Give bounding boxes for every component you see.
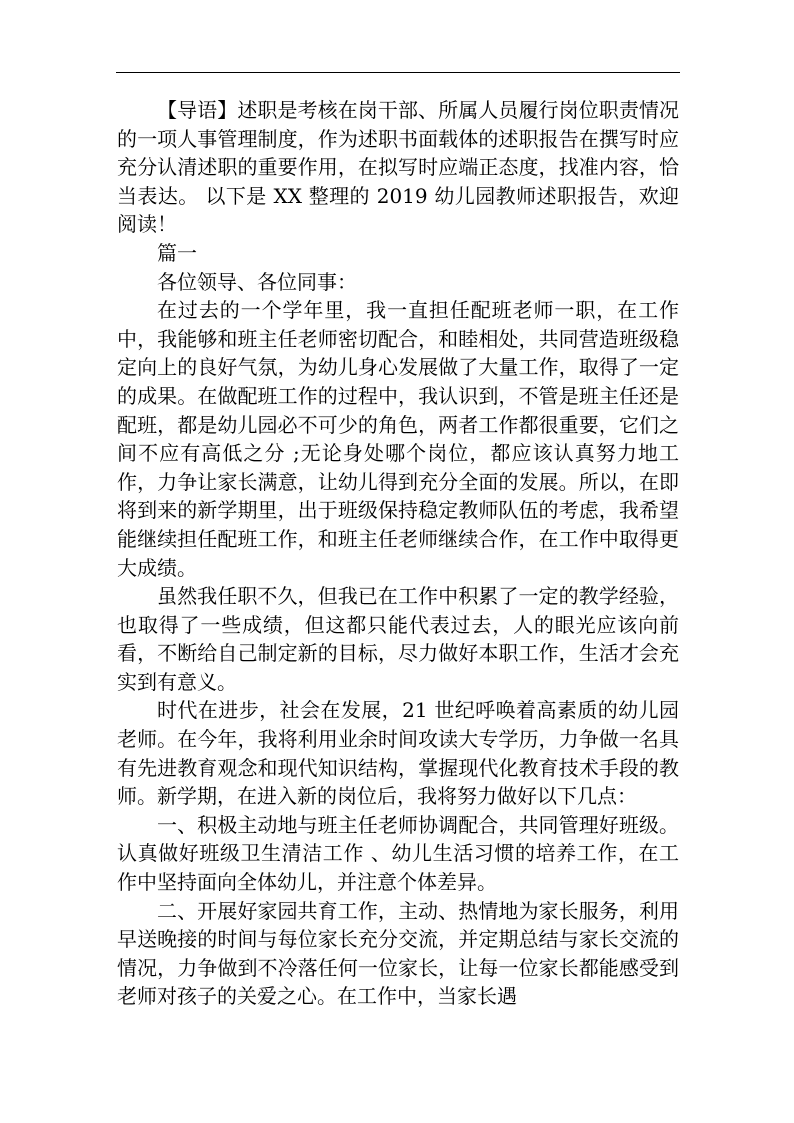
body-paragraph: 时代在进步，社会在发展，21 世纪呼唤着高素质的幼儿园老师。在今年，我将利用业余时间攻读大专学历，力争做一名具有先进教育观念和现代知识结构，掌握现代化教育技术手段的教师。新学期，在进入新的岗位后，我将努力做好以下几点： — [117, 698, 679, 809]
header-rule — [116, 72, 680, 73]
list-item: 二、开展好家园共育工作，主动、热情地为家长服务，利用早送晚接的时间与每位家长充分交流，并定期总结与家长交流的情况，力争做到不冷落任何一位家长，让每一位家长都能感受到老师对孩子的关爱之心。在工作中，当家长遇 — [117, 898, 679, 1009]
body-paragraph: 虽然我任职不久，但我已在工作中积累了一定的教学经验，也取得了一些成绩，但这都只能代表过去，人的眼光应该向前看，不断给自己制定新的目标，尽力做好本职工作，生活才会充实到有意义。 — [117, 584, 679, 694]
section-heading: 篇一 — [157, 240, 197, 265]
body-paragraph: 在过去的一个学年里，我一直担任配班老师一职，在工作中，我能够和班主任老师密切配合，和睦相处，共同营造班级稳定向上的良好气氛，为幼儿身心发展做了大量工作，取得了一定的成果。在做配班工作的过程中，我认识到，不管是班主任还是配班，都是幼儿园必不可少的角色，两者工作都很重要，它们之间不应有高低之分 ;无论身处哪个岗位，都应该认真努力地工作，力争让家长满意，让幼儿得到充分全面的发展。所以，在即将到来的新学期里，出于班级保持稳定教师队伍的考虑，我希望能继续担任配班工作，和班主任老师继续合作，在工作中取得更大成绩。 — [117, 298, 679, 580]
document-body — [117, 96, 679, 1011]
list-item: 一、积极主动地与班主任老师协调配合，共同管理好班级。认真做好班级卫生清洁工作 、幼儿生活习惯的培养工作，在工作中坚持面向全体幼儿，并注意个体差异。 — [117, 812, 679, 895]
salutation: 各位领导、各位同事： — [157, 269, 357, 294]
intro-paragraph: 【导语】述职是考核在岗干部、所属人员履行岗位职责情况的一项人事管理制度，作为述职书面载体的述职报告在撰写时应充分认清述职的重要作用，在拟写时应端正态度，找准内容，恰当表达。 以下是 XX 整理的 2019 幼儿园教师述职报告，欢迎阅读！ — [117, 98, 679, 237]
